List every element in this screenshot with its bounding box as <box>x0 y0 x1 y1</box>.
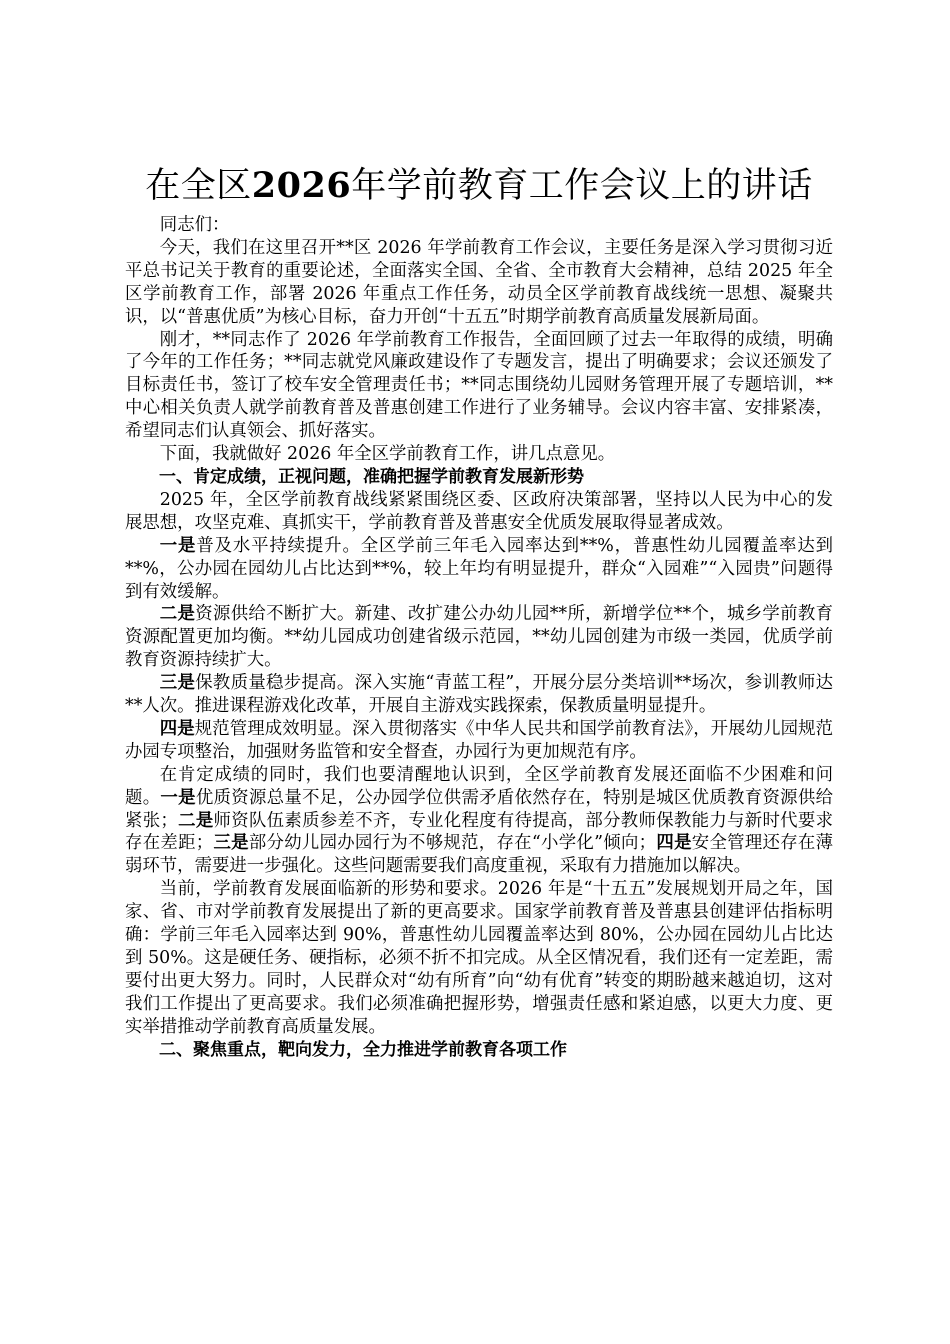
problems-lead: 在肯定成绩的同时，我们也要清醒地认识到，全区学前教育发展还面临不少困难和问题。 <box>125 764 833 808</box>
problem-label: 一是 <box>160 787 196 808</box>
section-2-heading: 二、聚焦重点，靶向发力，全力推进学前教育各项工作 <box>159 1039 567 1060</box>
point-label: 四是 <box>159 718 195 739</box>
problem-text: 部分幼儿园办园行为不够规范，存在“小学化”倾向； <box>248 833 657 854</box>
point-text: 普及水平持续提升。全区学前三年毛入园率达到**%，普惠性幼儿园覆盖率达到**%，公办园在园幼儿占比达到**%，较上年均有明显提升，群众“入园难”“入园贵”问题得到有效缓解。 <box>125 535 833 602</box>
section-1-heading: 一、肯定成绩，正视问题，准确把握学前教育发展新形势 <box>159 466 584 487</box>
salutation: 同志们： <box>159 215 230 235</box>
point-label: 三是 <box>159 673 196 694</box>
achievement-point-1 <box>125 535 833 604</box>
problems-paragraph <box>125 764 833 879</box>
problem-label: 四是 <box>656 833 692 854</box>
problem-text: 安全管理还存在薄弱环节，需要进一步强化。这些问题需要我们高度重视，采取有力措施加以解决。 <box>125 833 833 877</box>
point-text: 保教质量稳步提高。深入实施“青蓝工程”，开展分层分类培训**场次，参训教师达**人次。推进课程游戏化改革，开展自主游戏实践探索，保教质量明显提升。 <box>125 673 833 717</box>
problem-text: 师资队伍素质参差不齐，专业化程度有待提高，部分教师保教能力与新时代要求存在差距； <box>125 810 833 854</box>
problem-label: 三是 <box>213 833 249 854</box>
point-label: 二是 <box>159 604 196 625</box>
intro-paragraph-3: 下面，我就做好 2026 年全区学前教育工作，讲几点意见。 <box>159 444 616 465</box>
point-text: 资源供给不断扩大。新建、改扩建公办幼儿园**所，新增学位**个，城乡学前教育资源配置更加均衡。**幼儿园成功创建省级示范园，**幼儿园创建为市级一类园，优质学前教育资源持续扩大。 <box>125 604 833 671</box>
point-text: 规范管理成效明显。深入贯彻落实《中华人民共和国学前教育法》，开展幼儿园规范办园专项整治，加强财务监管和安全督查，办园行为更加规范有序。 <box>125 718 833 762</box>
problem-label: 二是 <box>177 810 214 831</box>
achievement-point-3 <box>125 672 833 718</box>
problem-text: 优质资源总量不足，公办园学位供需矛盾依然存在，特别是城区优质教育资源供给紧张； <box>125 787 833 831</box>
document-title <box>125 160 833 212</box>
achievement-point-4 <box>125 718 833 764</box>
section-1-lead: 2025 年，全区学前教育战线紧紧围绕区委、区政府决策部署，坚持以人民为中心的发展思想，攻坚克难、真抓实干，学前教育普及普惠安全优质发展取得显著成效。 <box>125 489 833 533</box>
point-label: 一是 <box>159 535 197 556</box>
outlook-paragraph: 当前，学前教育发展面临新的形势和要求。2026 年是“十五五”发展规划开局之年，国家、省、市对学前教育发展提出了新的更高要求。国家学前教育普及普惠县创建评估指标明确：学前三年毛入园率达到 90%，普惠性幼儿园覆盖率达到 80%，公办园在园幼儿占比达到 50%。这是硬任务、硬指标，必须不折不扣完成。从全区情况看，我们还有一定差距，需要付出更大努力。同时，人民群众对“幼有所育”向“幼有优育”转变的期盼越来越迫切，这对我们工作提出了更高要求。我们必须准确把握形势，增强责任感和紧迫感，以更大力度、更实举措推动学前教育高质量发展。 <box>125 879 833 1037</box>
achievement-point-2 <box>125 603 833 672</box>
title-post: 年学前教育工作会议上的讲话 <box>351 166 813 206</box>
title-pre: 在全区 <box>145 166 252 206</box>
document-body <box>125 214 833 1062</box>
intro-paragraph-2: 刚才，**同志作了 2026 年学前教育工作报告，全面回顾了过去一年取得的成绩，明确了今年的工作任务；**同志就党风廉政建设作了专题发言，提出了明确要求；会议还颁发了目标责任书，签订了校车安全管理责任书；**同志围绕幼儿园财务管理开展了专题培训，**中心相关负责人就学前教育普及普惠创建工作进行了业务辅导。会议内容丰富、安排紧凑，希望同志们认真领会、抓好落实。 <box>125 329 833 442</box>
intro-paragraph-1: 今天，我们在这里召开**区 2026 年学前教育工作会议，主要任务是深入学习贯彻习近平总书记关于教育的重要论述，全面落实全国、全省、全市教育大会精神，总结 2025 年全区学前教育工作，部署 2026 年重点工作任务，动员全区学前教育战线统一思想、凝聚共识，以“普惠优质”为核心目标，奋力开创“十五五”时期学前教育高质量发展新局面。 <box>125 237 833 327</box>
document-page <box>125 160 833 1062</box>
title-year: 2026 <box>251 165 352 206</box>
